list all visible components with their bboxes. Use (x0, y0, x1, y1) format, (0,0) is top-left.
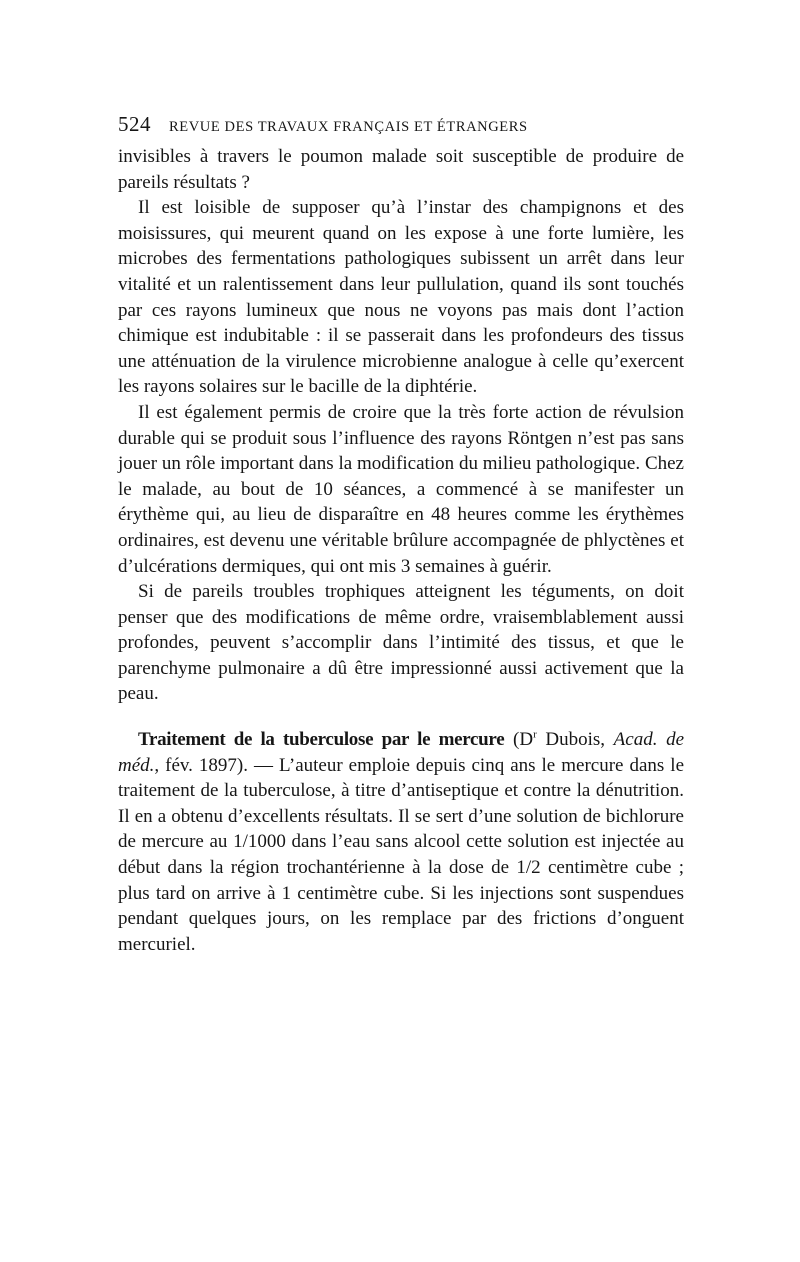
book-page (118, 112, 684, 957)
paragraph-microbes: Il est loisible de supposer qu’à l’instar des champignons et des moisissures, qui meurent quand on les expose à une forte lumière, les microbes des fermentations pathologiques subissent un arrêt dans leur vitalité et un ralentissement dans leur pullulation, quand ils sont touchés par ces rayons lumineux que nous ne voyons pas mais dont l’action chimique est indubitable : il se passerait dans les profondeurs des tissus une atténuation de la virulence microbienne analogue à celle qu’exercent les rayons solaires sur le bacille de la diphtérie. (118, 197, 684, 398)
section-title: Traitement de la tuberculose par le mercure (138, 729, 505, 751)
page-header (118, 112, 684, 142)
paragraph-continuation: invisibles à travers le poumon malade soit susceptible de produire de pareils résultats ? (118, 146, 684, 193)
page-number: 524 (118, 112, 151, 136)
author-name: Dubois, (536, 729, 606, 751)
author-superscript: r (533, 728, 537, 741)
author-prefix: (D (513, 729, 534, 751)
citation-date: , fév. 1897). — (154, 754, 280, 776)
paragraph-revulsion: Il est également permis de croire que la très forte action de révulsion durable qui se produit sous l’influence des rayons Röntgen n’est pas sans jouer un rôle important dans la modification du milieu pathologique. Chez le malade, au bout de 10 séances, a commencé à se manifester un érythème qui, au lieu de disparaître en 48 heures comme les érythèmes ordinaires, est devenu une véritable brûlure accompagnée de phlyctènes et d’ulcérations dermiques, qui ont mis 3 semaines à guérir. (118, 401, 684, 577)
section-mercury-treatment (118, 727, 684, 957)
running-head: REVUE DES TRAVAUX FRANÇAIS ET ÉTRANGERS (169, 119, 528, 135)
paragraph-trophic-troubles: Si de pareils troubles trophiques atteignent les téguments, on doit penser que des modifications de même ordre, vraisemblablement aussi profondes, peuvent s’accomplir dans l’intimité des tissus, et que le parenchyme pulmonaire a dû être impressionné aussi activement que la peau. (118, 581, 684, 705)
section-body: L’auteur emploie depuis cinq ans le mercure dans le traitement de la tuberculose, à titre d’antiseptique et contre la dénutrition. Il en a obtenu d’excellents résultats. Il se sert d’une solution de bichlorure de mercure au 1/1000 dans l’eau sans alcool cette solution est injectée au début dans la région trochantérienne à la dose de 1/2 centimètre cube ; plus tard on arrive à 1 centimètre cube. Si les injections sont suspendues pendant quelques jours, on les remplace par des frictions d’onguent mercuriel. (118, 754, 684, 955)
journal-name: Acad. de méd. (118, 729, 685, 776)
